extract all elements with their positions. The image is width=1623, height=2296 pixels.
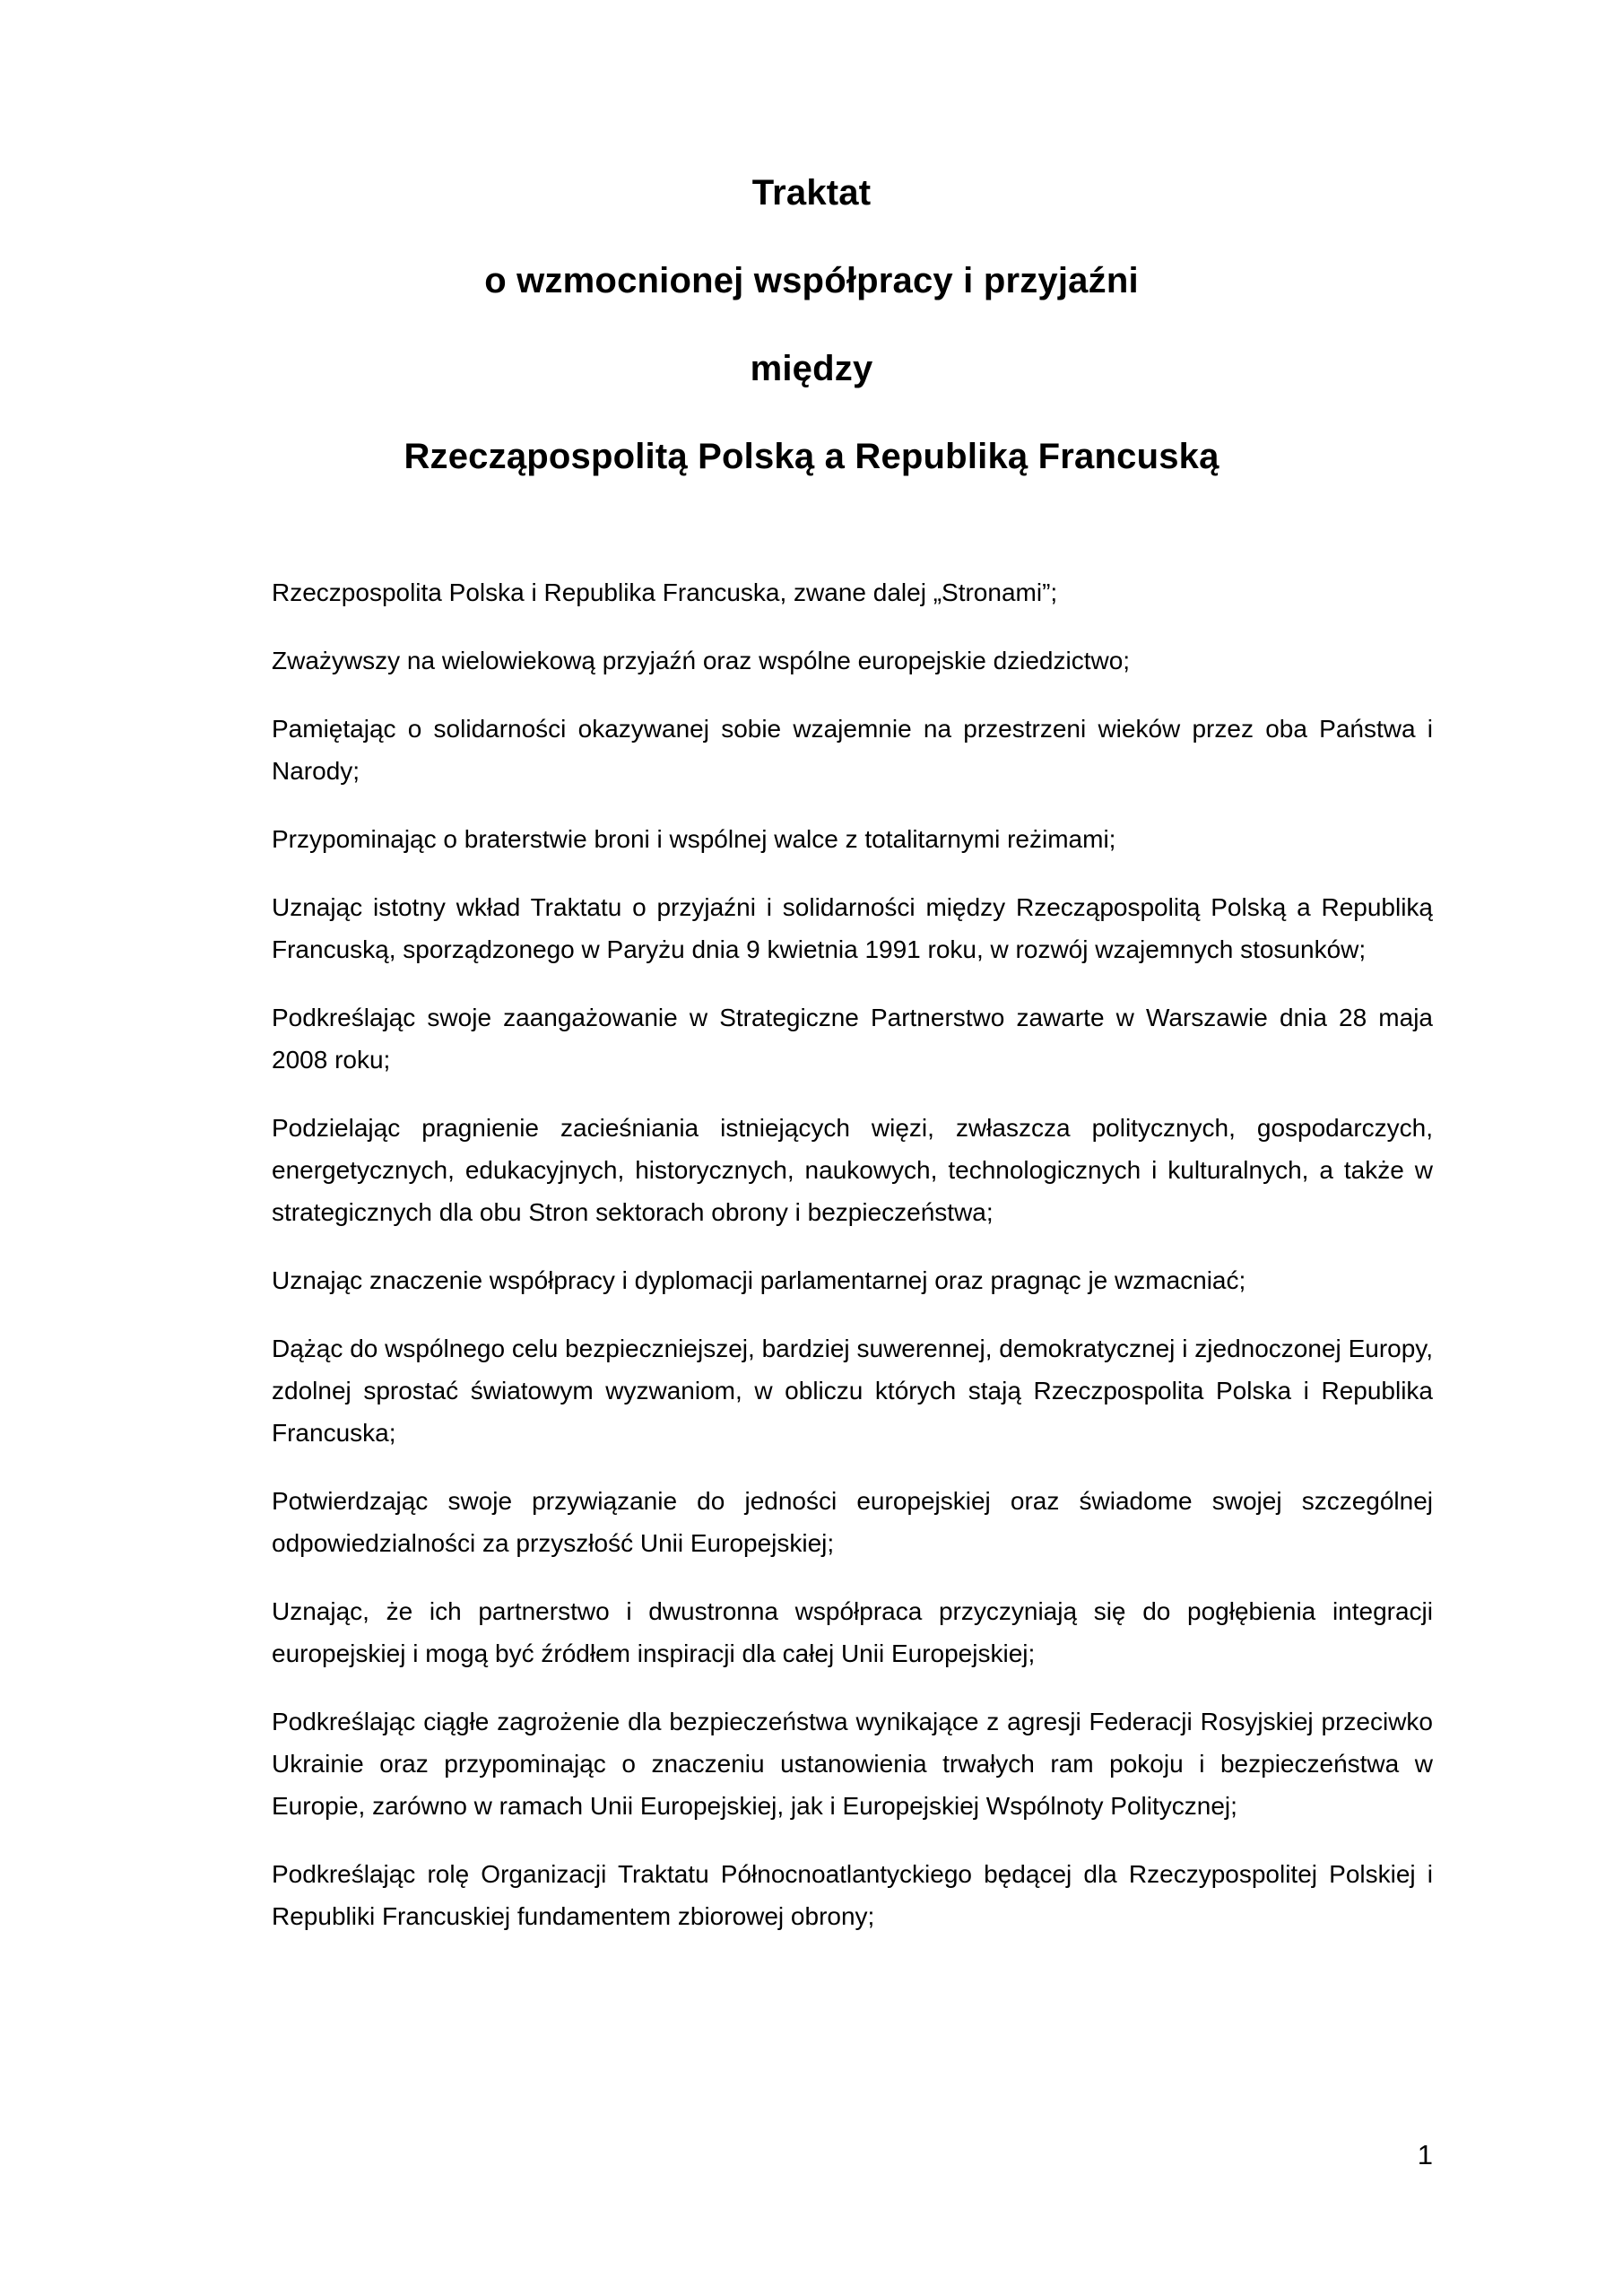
title-line-1: Traktat	[751, 173, 872, 213]
title-line-3: między	[750, 349, 873, 388]
preamble-paragraph: Podkreślając ciągłe zagrożenie dla bezpieczeństwa wynikające z agresji Federacji Rosyjskiej przeciwko Ukrainie oraz przypominając o znaczeniu ustanowienia trwałych ram pokoju i bezpieczeństwa w Europie, zarówno w ramach Unii Europejskiej, jak i Europejskiej Wspólnoty Politycznej;	[272, 1708, 1433, 1820]
document-title	[0, 166, 1623, 517]
preamble-paragraph: Uznając, że ich partnerstwo i dwustronna współpraca przyczyniają się do pogłębienia integracji europejskiej i mogą być źródłem inspiracji dla całej Unii Europejskiej;	[272, 1597, 1433, 1667]
preamble-paragraph: Rzeczpospolita Polska i Republika Francuska, zwane dalej „Stronami”;	[272, 578, 1058, 606]
preamble-paragraph: Uznając istotny wkład Traktatu o przyjaźni i solidarności między Rzecząpospolitą Polską a Republiką Francuską, sporządzonego w Paryżu dnia 9 kwietnia 1991 roku, w rozwój wzajemnych stosunków;	[272, 893, 1433, 963]
preamble-paragraph: Dążąc do wspólnego celu bezpieczniejszej, bardziej suwerennej, demokratycznej i zjednoczonej Europy, zdolnej sprostać światowym wyzwaniom, w obliczu których stają Rzeczpospolita Polska i Republika Francuska;	[272, 1335, 1433, 1447]
preamble-paragraph: Pamiętając o solidarności okazywanej sobie wzajemnie na przestrzeni wieków przez oba Państwa i Narody;	[272, 715, 1433, 785]
preamble-paragraph: Zważywszy na wielowiekową przyjaźń oraz wspólne europejskie dziedzictwo;	[272, 647, 1131, 674]
preamble-paragraph: Podkreślając rolę Organizacji Traktatu Północnoatlantyckiego będącej dla Rzeczypospolitej Polskiej i Republiki Francuskiej fundamentem zbiorowej obrony;	[272, 1860, 1433, 1930]
preamble	[272, 571, 1433, 1963]
title-line-4: Rzecząpospolitą Polską a Republiką Francuską	[404, 437, 1219, 476]
title-line-2: o wzmocnionej współpracy i przyjaźni	[484, 261, 1139, 300]
preamble-paragraph: Podkreślając swoje zaangażowanie w Strategiczne Partnerstwo zawarte w Warszawie dnia 28 maja 2008 roku;	[272, 1004, 1433, 1074]
preamble-paragraph: Uznając znaczenie współpracy i dyplomacji parlamentarnej oraz pragnąc je wzmacniać;	[272, 1266, 1246, 1294]
page-number: 1	[1417, 2139, 1433, 2170]
preamble-paragraph: Potwierdzając swoje przywiązanie do jedności europejskiej oraz świadome swojej szczególnej odpowiedzialności za przyszłość Unii Europejskiej;	[272, 1487, 1433, 1557]
preamble-paragraph: Podzielając pragnienie zacieśniania istniejących więzi, zwłaszcza politycznych, gospodarczych, energetycznych, edukacyjnych, historycznych, naukowych, technologicznych i kulturalnych, a także w strategicznych dla obu Stron sektorach obrony i bezpieczeństwa;	[272, 1114, 1433, 1226]
preamble-paragraph: Przypominając o braterstwie broni i wspólnej walce z totalitarnymi reżimami;	[272, 825, 1116, 853]
